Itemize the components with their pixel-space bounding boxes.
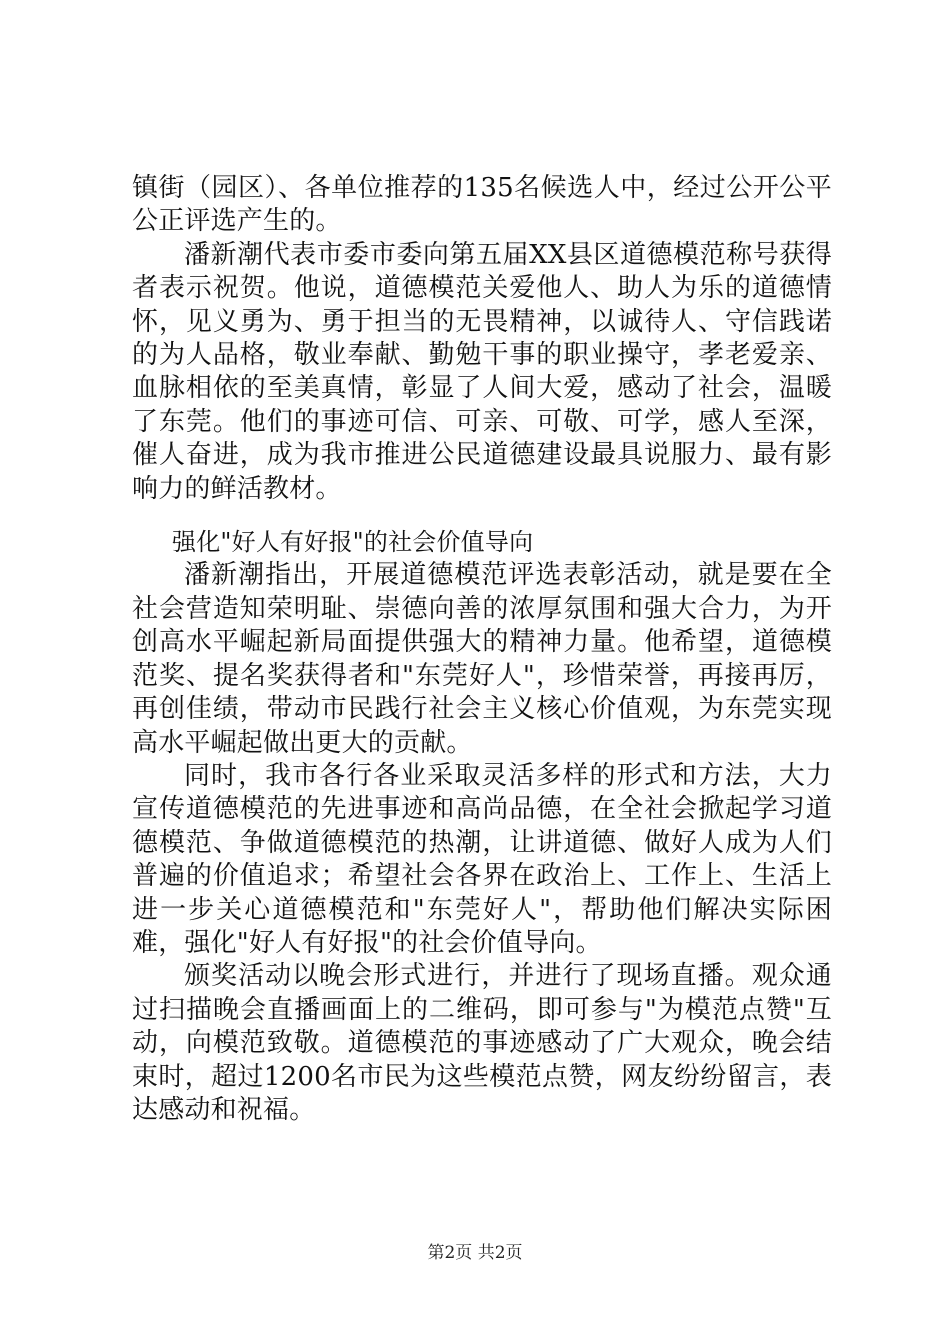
section-heading: 强化"好人有好报"的社会价值导向 [172, 528, 534, 557]
page-number-footer: 第2页 共2页 [427, 1243, 523, 1263]
paragraph-ceremony: 颁奖活动以晚会形式进行，并进行了现场直播。观众通过扫描晚会直播画面上的二维码，即可参与"为模范点赞"互动，向模范致敬。道德模范的事迹感动了广大观众，晚会结束时，超过1200名市民为这些模范点赞，网友纷纷留言，表达感动和祝福。 [132, 961, 832, 1125]
paragraph-speech: 潘新潮指出，开展道德模范评选表彰活动，就是要在全社会营造知荣明耻、崇德向善的浓厚氛围和强大合力，为开创高水平崛起新局面提供强大的精神力量。他希望，道德模范奖、提名奖获得者和"东莞好人"，珍惜荣誉，再接再厉，再创佳绩，带动市民践行社会主义核心价值观，为东莞实现高水平崛起做出更大的贡献。 [132, 560, 832, 758]
paragraph-congratulation: 潘新潮代表市委市委向第五届XX县区道德模范称号获得者表示祝贺。他说，道德模范关爱他人、助人为乐的道德情怀，见义勇为、勇于担当的无畏精神，以诚待人、守信践诺的为人品格，敬业奉献、勤勉干事的职业操守，孝老爱亲、血脉相依的至美真情，彰显了人间大爱，感动了社会，温暖了东莞。他们的事迹可信、可亲、可敬、可学，感人至深，催人奋进，成为我市推进公民道德建设最具说服力、最有影响力的鲜活教材。 [132, 239, 832, 504]
document-body [132, 172, 832, 1127]
paragraph-promotion: 同时，我市各行各业采取灵活多样的形式和方法，大力宣传道德模范的先进事迹和高尚品德，在全社会掀起学习道德模范、争做道德模范的热潮，让讲道德、做好人成为人们普遍的价值追求；希望社会各界在政治上、工作上、生活上进一步关心道德模范和"东莞好人"，帮助他们解决实际困难，强化"好人有好报"的社会价值导向。 [132, 760, 832, 958]
paragraph-continuation: 镇街（园区）、各单位推荐的135名候选人中，经过公开公平公正评选产生的。 [132, 173, 832, 237]
